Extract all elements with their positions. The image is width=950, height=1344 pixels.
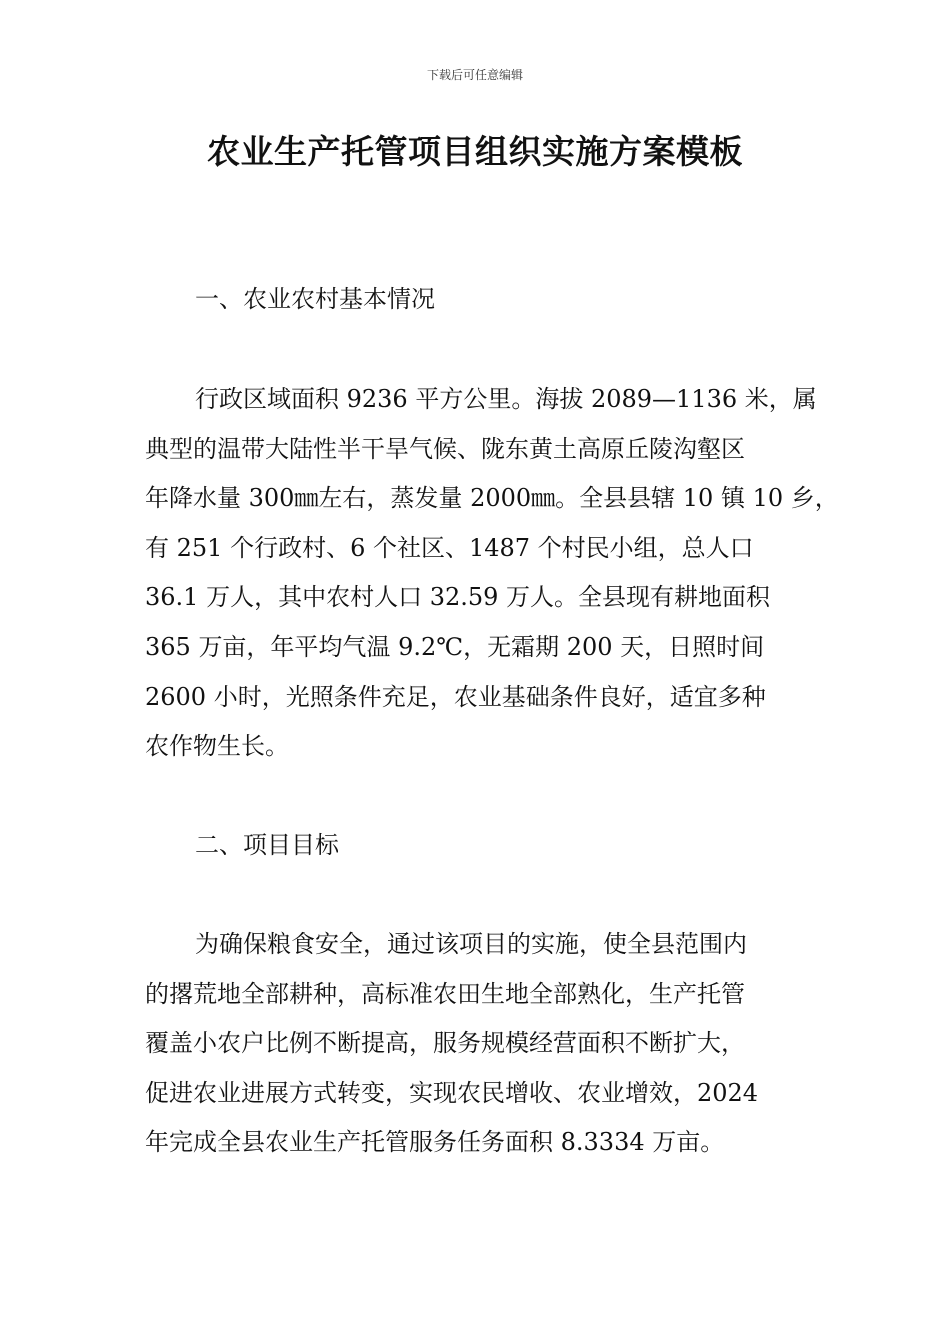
- section-heading-project-goals: 二、项目目标: [195, 831, 339, 859]
- section-heading-basic-situation: 一、农业农村基本情况: [195, 285, 435, 313]
- paragraph-basic-situation: [145, 375, 839, 772]
- paragraph-project-goals: [145, 920, 825, 1168]
- paragraph-line: 行政区域面积 9236 平方公里。海拔 2089—1136 米，属: [195, 385, 817, 413]
- paragraph-line: 365 万亩，年平均气温 9.2℃，无霜期 200 天，日照时间: [145, 632, 765, 661]
- paragraph-line: 2600 小时，光照条件充足，农业基础条件良好，适宜多种: [145, 682, 766, 711]
- paragraph-line: 36.1 万人，其中农村人口 32.59 万人。全县现有耕地面积: [145, 583, 771, 612]
- header-note: 下载后可任意编辑: [426, 68, 523, 82]
- paragraph-line: 覆盖小农户比例不断提高，服务规模经营面积不断扩大，: [145, 1029, 745, 1058]
- paragraph-line: 促进农业进展方式转变，实现农民增收、农业增效，2024: [145, 1078, 759, 1107]
- paragraph-line: 为确保粮食安全，通过该项目的实施，使全县范围内: [195, 930, 747, 958]
- paragraph-line: 的撂荒地全部耕种，高标准农田生地全部熟化，生产托管: [145, 979, 745, 1008]
- paragraph-line: 有 251 个行政村、6 个社区、1487 个村民小组，总人口: [145, 533, 754, 562]
- paragraph-line: 年降水量 300㎜左右，蒸发量 2000㎜。全县县辖 10 镇 10 乡，: [145, 484, 839, 513]
- paragraph-line: 年完成全县农业生产托管服务任务面积 8.3334 万亩。: [145, 1128, 725, 1157]
- paragraph-line: 农作物生长。: [145, 732, 289, 761]
- page-title: 农业生产托管项目组织实施方案模板: [207, 132, 743, 171]
- paragraph-line: 典型的温带大陆性半干旱气候、陇东黄土高原丘陵沟壑区: [145, 434, 745, 463]
